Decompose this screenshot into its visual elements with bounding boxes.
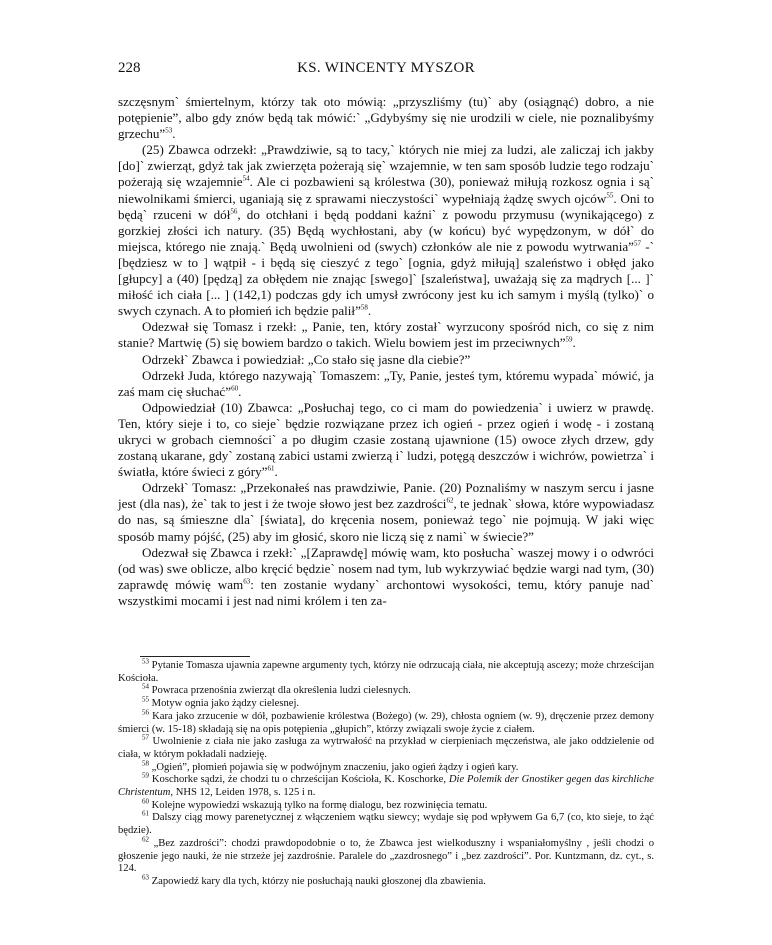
text-run: „Bez zazdrości”: chodzi prawdopodobnie o to, że Zbawca jest wielkoduszny i wspaniałomyślny , jeśli chodzi o głoszenie jego nauki, że nie strzeże jej zazdrośnie. Paralele do „zazdrosnego” i „bez zazdrości”. Por. Kuntzmann, dz. cyt., s. 124. (118, 837, 654, 875)
text-run: , NHS 12, Leiden 1978, s. 125 i n. (170, 787, 316, 799)
footnote (118, 695, 654, 711)
text-run: Kolejne wypowiedzi wskazują tylko na formę dialogu, bez rozwinięcia tematu. (149, 799, 488, 811)
text-run: Odezwał się Tomasz i rzekł: „ Panie, ten, który został` wyrzucony spośród nich, co się z nim stanie? Martwię (5) się bowiem bardzo o takich. Wielu bowiem jest im przeciwnych” (118, 319, 654, 351)
body-paragraph (118, 142, 654, 319)
footnote-ref: 61 (267, 464, 275, 473)
footnote-ref: 53 (142, 657, 149, 666)
footnote-ref: 61 (142, 809, 149, 818)
body-paragraph (118, 368, 654, 400)
main-text (118, 94, 654, 609)
body-paragraph (118, 94, 654, 142)
footnote-ref: 54 (142, 682, 149, 691)
footnote (118, 682, 654, 698)
footnote (118, 708, 654, 736)
text-run: . (572, 335, 576, 351)
footnote (118, 873, 654, 889)
footnote (118, 657, 654, 685)
text-run: , te jednak` słowa, które wypowiadasz do nas, są śmieszne dla` [świata], do kręcenia nosem, ponieważ tego` nie pojmują. W jaki więc sposób mamy pójść, (25) aby im głosić, skoro nie liczą się z nami` w świecie?” (118, 496, 654, 544)
text-run: Dalszy ciąg mowy parenetycznej z włączeniem wątku siewcy; wydaje się pod wpływem Ga 6,7 (co, kto sieje, to żąć będzie). (118, 812, 654, 837)
footnote-ref: 57 (142, 733, 149, 742)
text-run: (25) Zbawca odrzekł: „Prawdziwie, są to tacy,` których nie miej za ludzi, ale zaliczaj ich jakby [do]` zwierząt, gdyż tak jak zwierzęta pożerają się` wzajemnie, w ten sam sposób ludzie tego rodzaju` pożerają się wzajemnie (118, 142, 654, 190)
body-paragraph (118, 352, 654, 368)
footnote-ref: 55 (142, 695, 149, 704)
page-number: 228 (118, 60, 141, 76)
footnote-ref: 60 (142, 797, 149, 806)
page-header (118, 60, 654, 82)
text-run: . (274, 464, 278, 480)
footnote-ref: 54 (242, 175, 250, 184)
text-run: Kara jako zrzucenie w dół, pozbawienie królestwa (Bożego) (w. 29), chłosta ogniem (w. 9), dręczenie przez demony śmierci (w. 15-18) składają się na opis potępienia „głupich”, którzy związali swoje życie z ciałem. (118, 710, 654, 735)
text-run: Odezwał się Zbawca i rzekł:` „[Zaprawdę] mówię wam, kto posłucha` waszej mowy i o odwróci (od was) swe oblicze, albo kręcić będzie` nosem nad tym, lub wykrzywiać będzie wargi nad tym, (30) zaprawdę mówię wam (118, 544, 654, 592)
body-paragraph (118, 545, 654, 609)
footnote-ref: 60 (231, 384, 239, 393)
running-head: KS. WINCENTY MYSZOR (297, 60, 475, 76)
text-run: Odpowiedział (10) Zbawca: „Posłuchaj tego, co ci mam do powiedzenia` i uwierz w prawdę. Ten, który sieje i to, co sieje` będzie rozwiązane przez ich ogień - przez ogień i wodę - i zostaną ukryci w grobach ciemności` a po długim czasie zostaną ujawnione (15) owoce złych drzew, gdy zostaną ukarane, gdy` zostaną zabici ustami zwierzą i` ludzi, potęgą deszczów i wichrów, powietrza` i światła, które świeci z góry” (118, 399, 654, 480)
body-paragraph (118, 480, 654, 544)
footnote (118, 809, 654, 837)
footnote (118, 771, 654, 799)
footnote-ref: 55 (606, 191, 614, 200)
text-run: Odrzekł` Zbawca i powiedział: „Co stało się jasne dla ciebie?” (142, 351, 471, 367)
footnote-ref: 56 (230, 207, 238, 216)
text-run: . Oni to będą` rzuceni w dół (118, 190, 654, 222)
body-paragraph (118, 319, 654, 351)
footnote-ref: 57 (633, 239, 641, 248)
text-run: Pytanie Tomasza ujawnia zapewne argumenty tych, którzy nie odrzucają ciała, nie akceptują ascezy; może chrześcijan Kościoła. (118, 660, 654, 684)
footnote-ref: 59 (565, 336, 573, 345)
italic-title: Die Polemik der Gnostiker gegen das kirchliche Christentum (118, 774, 654, 799)
text-run: : ten zostanie wydany` archontowi wysokości, temu, który panuje nad` wszystkimi mocami i jest nad nimi królem i ten za- (118, 576, 654, 608)
text-run: Powraca przenośnia zwierząt dla określenia ludzi cielesnych. (149, 685, 411, 697)
text-run: szczęsnym` śmiertelnym, którzy tak oto mówią: „przyszliśmy (tu)` aby (osiągnąć) dobro, a nie potępienie”, albo gdy znów będą tak mówić:` „Gdybyśmy się nie urodzili w ciele, nie poznalibyśmy grzechu” (118, 94, 654, 142)
text-run: „Ogień”, płomień pojawia się w podwójnym znaczeniu, jako ogień żądzy i ogień kary. (149, 761, 519, 773)
text-run: -` [będziesz w to ] wątpił - i będą się cieszyć z tego` [ognia, gdyż miłują] szaleństwo i obłęd jako [głupcy] a (40) [pędzą] za obłędem nie znając [swego]` [szaleństwa], uważają się za mądrych [... ]` miłość ich ciała [... ] (142,1) podczas gdy ich umysł zwrócony jest ku ich samym i myślą (tylko)` o swych czynach. A to płomień ich będzie palił” (118, 238, 654, 319)
text-run: . (367, 303, 372, 319)
footnotes (118, 657, 654, 889)
footnote-ref: 63 (243, 577, 251, 586)
footnote-ref: 56 (142, 708, 149, 717)
footnote-ref: 62 (446, 496, 454, 505)
footnote (118, 759, 654, 775)
text-run: Zapowiedź kary dla tych, którzy nie posłuchają nauki głoszonej dla zbawienia. (149, 875, 486, 887)
footnote-ref: 59 (142, 771, 149, 780)
footnote-ref: 58 (142, 759, 149, 768)
footnote-ref: 58 (360, 303, 368, 312)
text-run: Motyw ognia jako żądzy cielesnej. (149, 698, 300, 710)
text-run: . (238, 383, 242, 399)
text-run: , do otchłani i będą poddani kaźni` z powodu przymusu (wynikającego) z gorzkiej złości ich natury. (35) Będą wychłostani, aby (w końcu) być wypędzonym, w dół` do miejsca, którego nie znają.` Będą uwolnieni od (swych) członków ale nie z powodu wytrwania” (118, 206, 654, 254)
text-run: Odrzekł Juda, którego nazywają` Tomaszem: „Ty, Panie, jesteś tym, któremu wypada` mówić, ja zaś mam cię słuchać” (118, 367, 654, 399)
footnote-ref: 63 (142, 873, 149, 882)
footnote (118, 835, 654, 876)
text-run: . (172, 126, 176, 142)
footnote-ref: 53 (165, 126, 173, 135)
footnote (118, 733, 654, 761)
text-run: . Ale ci pozbawieni są królestwa (30), ponieważ miłują rozkosz ognia i są` niewolnikami śmierci, uganiają się z sprawami nieczystości` wypełniają żądzę swych ojców (118, 174, 654, 206)
footnote (118, 797, 654, 813)
text-run: Koschorke sądzi, że chodzi tu o chrześcijan Kościoła, K. Koschorke, (149, 774, 449, 786)
footnote-separator (140, 656, 250, 657)
text-run: Uwolnienie z ciała nie jako zasługa za wytrwałość na przykład w cierpieniach męczeństwa, ale jako oddzielenie od ciała, w którym pokładali nadzieję. (118, 736, 654, 760)
body-paragraph (118, 400, 654, 480)
footnote-ref: 62 (142, 835, 149, 844)
text-run: Odrzekł` Tomasz: „Przekonałeś nas prawdziwie, Panie. (20) Poznaliśmy w naszym sercu i jasne jest (dla nas), że` tak to jest i że twoje słowo jest bez zazdrości (118, 480, 654, 512)
